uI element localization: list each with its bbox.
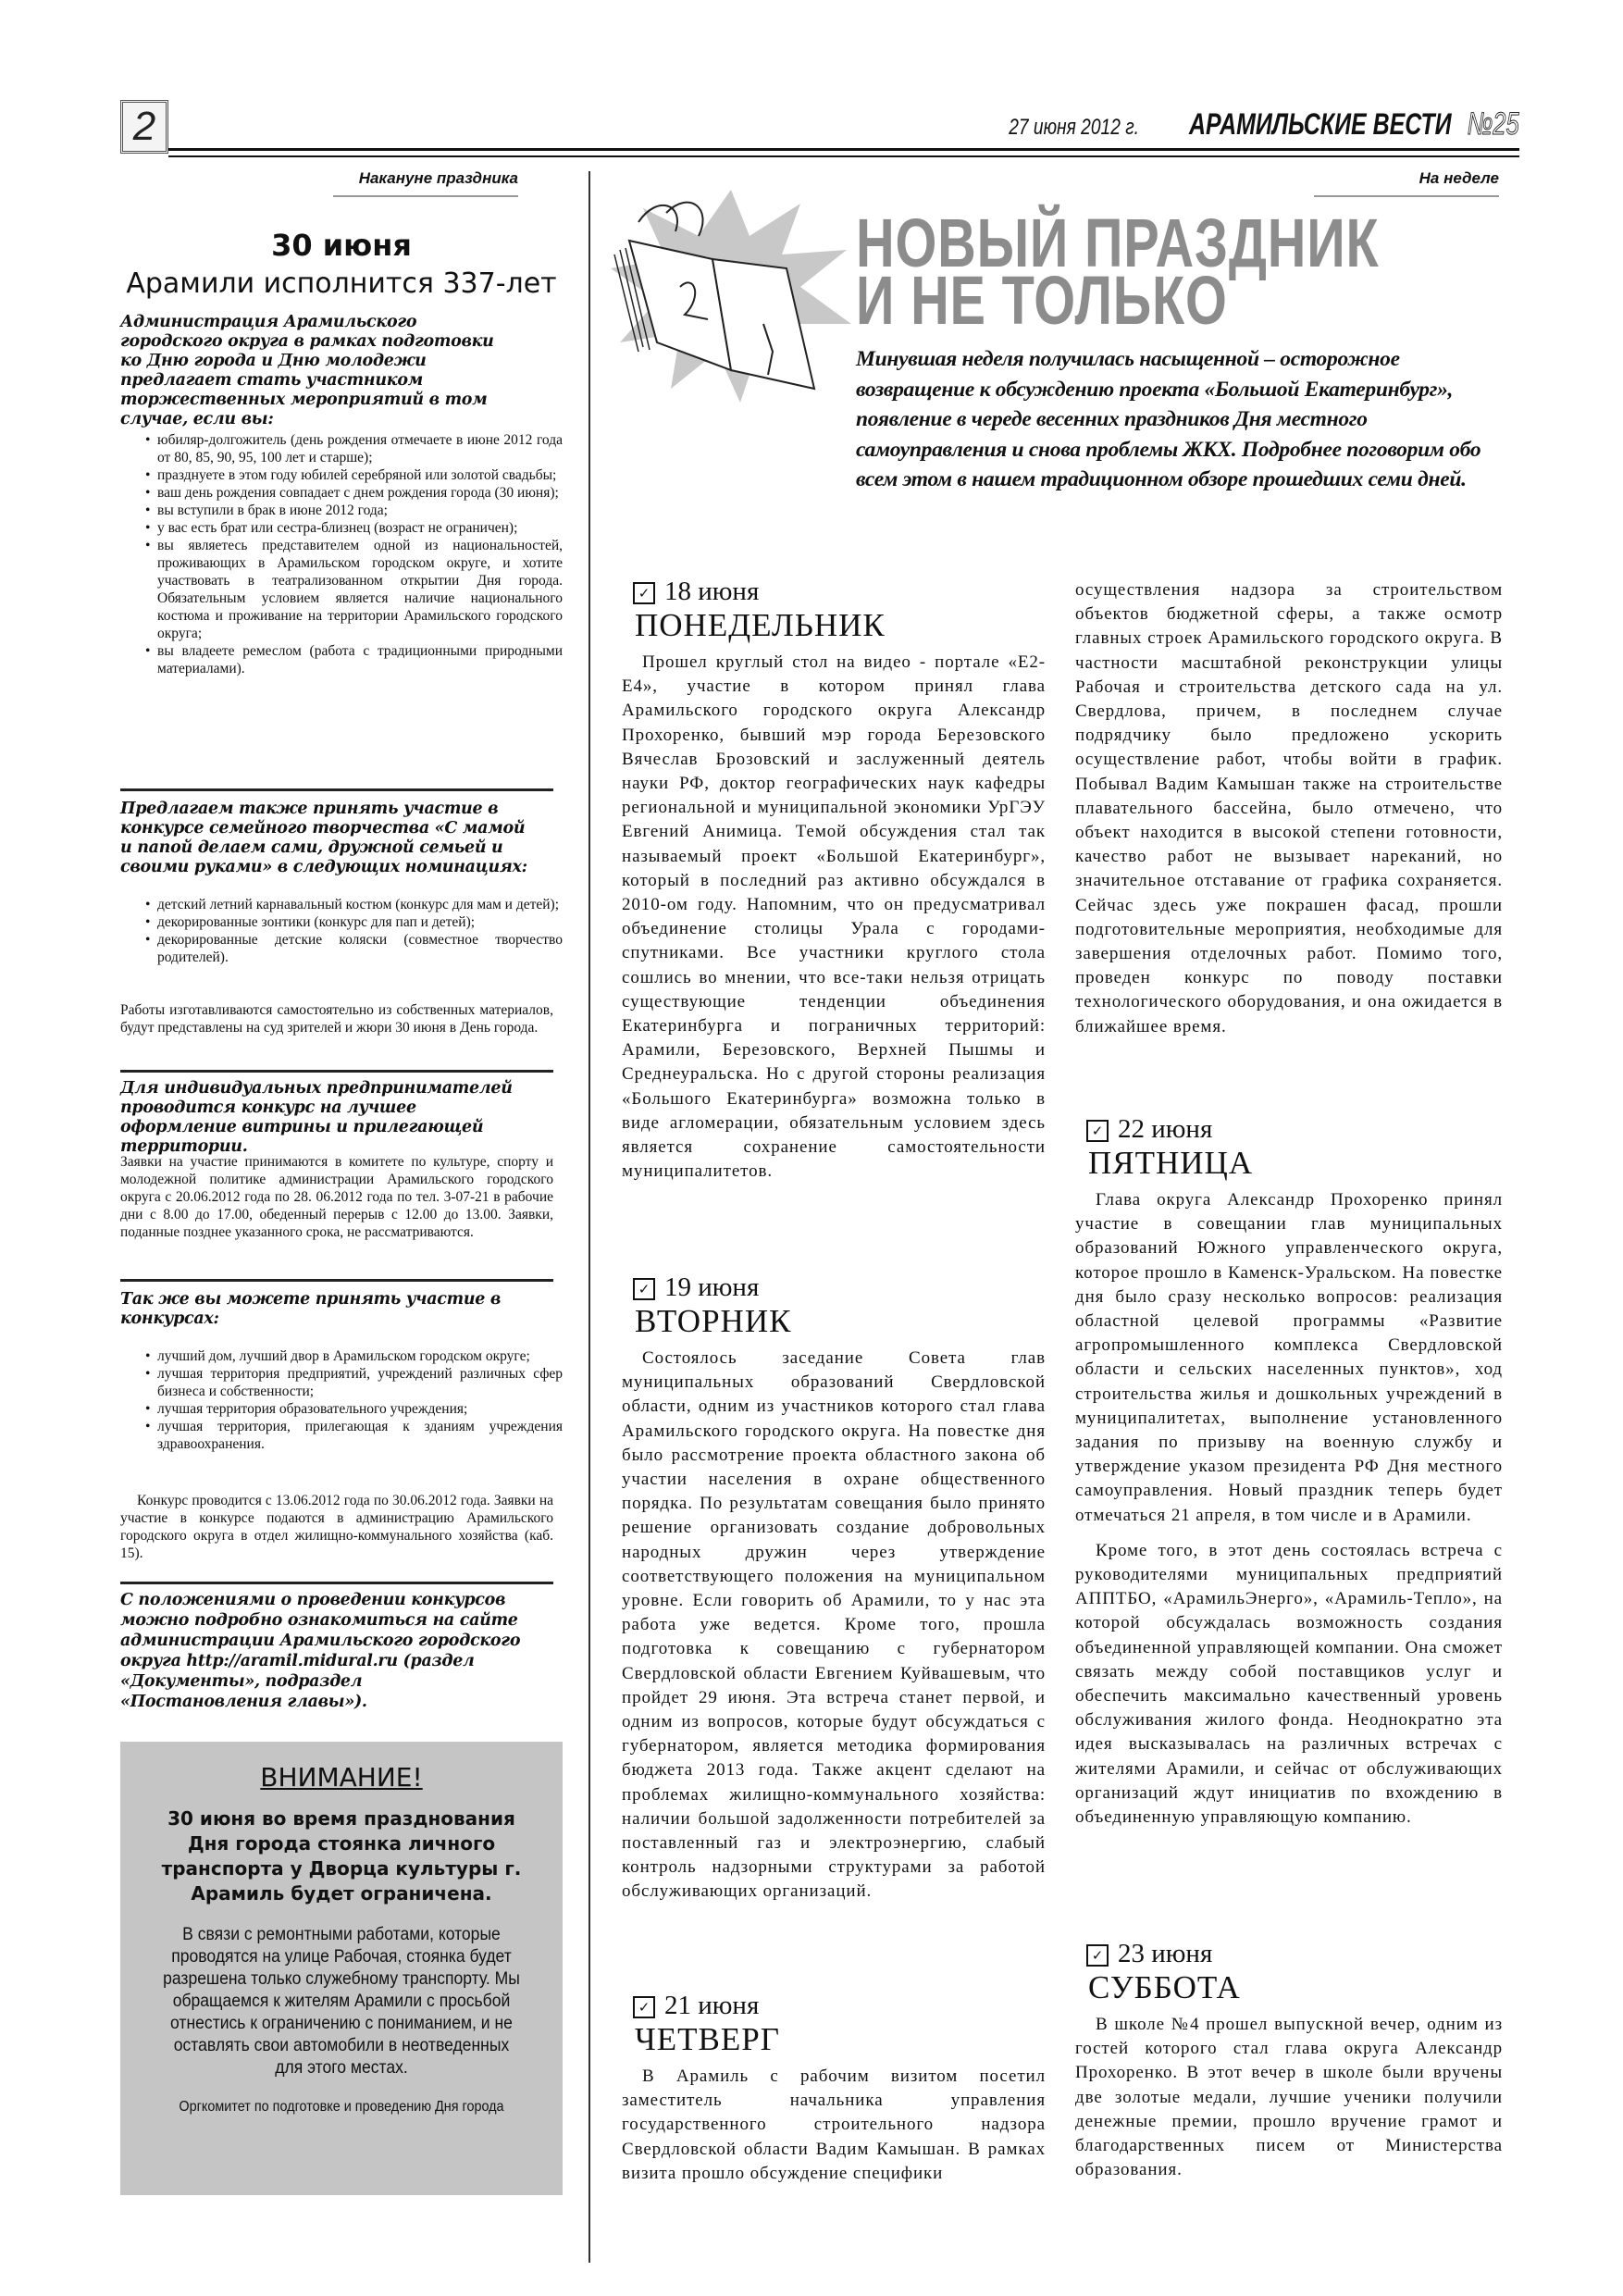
headline-line-1: НОВЫЙ ПРАЗДНИК <box>856 205 1380 281</box>
list-item: • ваш день рождения совпадает с днем рождения города (30 июня); <box>157 484 563 502</box>
event-date-title: 30 июня <box>271 228 412 263</box>
divider <box>120 1070 553 1073</box>
list-item: • вы вступили в брак в июне 2012 года; <box>157 502 563 519</box>
article-lead: Минувшая неделя получилась насыщенной – осторожное возвращение к обсуждению проекта «Большой Екатеринбург», появление в череде весенних праздников Дня местного самоуправления и снова проблемы ЖКХ. Подробнее поговорим обо всем этом в нашем традиционном обзоре прошедших семи дней. <box>856 347 1481 491</box>
notice-title: ВНИМАНИЕ! <box>260 1762 423 1793</box>
site-info: С положениями о проведении конкурсов можно подробно ознакомиться на сайте администрации Арамильского городского округа http://aramil.midural.ru (раздел «Документы», подраздел «Постановления главы»). <box>120 1591 521 1711</box>
masthead <box>976 106 1519 143</box>
weekday-title: ЧЕТВЕРГ <box>635 2021 780 2057</box>
day-date-text: 22 июня <box>1118 1114 1213 1144</box>
contests-text: Конкурс проводится с 13.06.2012 года по 30.06.2012 года. Заявки на участие в конкурсе подаются в администрацию Арамильского городского округа в отдел жилищно-коммунального хозяйства (каб. 15). <box>120 1493 553 1561</box>
rubric-right: На неделе <box>1314 169 1499 197</box>
column-divider <box>588 171 590 2263</box>
newspaper-title: АРАМИЛЬСКИЕ ВЕСТИ <box>1189 107 1452 141</box>
day-date <box>622 576 1046 607</box>
list-item: • декорированные детские коляски (совместное творчество родителей). <box>157 931 563 966</box>
nominations-list <box>120 896 563 966</box>
day-date <box>622 1990 1046 2021</box>
participants-list <box>120 431 563 677</box>
day-paragraph: осуществления надзора за строительством объектов бюджетной сферы, а также осмотр главных строек Арамильского городского округа. В частности масштабной реконструкции улицы Рабочая и строительства детского сада на ул. Свердлова, причем, в последнем случае подрядчику было предложено ускорить осуществление работ, чтобы войти в график. Побывал Вадим Камышан также на строительстве плавательного бассейна, было отмечено, что объект находится в высокой степени готовности, качество работ не вызывает нареканий, но значительное отставание от графика сохраняется. Сейчас здесь уже покрашен фасад, прошли подготовительные мероприятия, необходимые для завершения отделочных работ. Помимо того, проведен конкурс по поводу поставки технологического оборудования, и она ожидается в ближайшее время. <box>1075 580 1503 1036</box>
day-paragraph: В Арамиль с рабочим визитом посетил заместитель начальника управления государственного строительного надзора Свердловской области Вадим Камышан. В рамках визита прошло обсуждение специфики <box>622 2066 1046 2183</box>
thursday-continuation <box>1075 578 1503 1039</box>
business-contest-text: Заявки на участие принимаются в комитете по культуре, спорту и молодежной политике администрации Арамильского городского округа с 20.06.2012 года по 28. 06.2012 года по тел. 3-07-21 в рабочие дни с 8.00 до 17.00, обеденный перерыв с 12.00 до 13.00. Заявки, поданные позднее указанного срока, не рассматриваются. <box>120 1154 553 1240</box>
divider <box>120 1582 553 1584</box>
list-item: • лучшая территория, прилегающая к зданиям учреждения здравоохранения. <box>157 1418 563 1453</box>
day-section-saturday <box>1075 1938 1503 2182</box>
weekday-title: ПЯТНИЦА <box>1088 1145 1254 1181</box>
list-item: • декорированные зонтики (конкурс для пап и детей); <box>157 913 563 931</box>
family-contest-heading: Предлагаем также принять участие в конкурсе семейного творчества «С мамой и папой делаем сами, дружной семьей и своими руками» в следующих номинациях: <box>120 800 527 876</box>
list-item: • юбиляр-долгожитель (день рождения отмечаете в июне 2012 года от 80, 85, 90, 95, 100 лет и старше); <box>157 431 563 466</box>
event-subtitle: Арамили исполнится 337-лет <box>126 267 557 300</box>
family-contest-text: Работы изготавливаются самостоятельно из собственных материалов, будут представлены на суд зрителей и жюри 30 июня в День города. <box>120 1002 553 1036</box>
header-rule <box>168 148 1519 157</box>
day-paragraph: Состоялось заседание Совета глав муниципальных образований Свердловской области, одним из участников которого стал глава Арамильского городского округа. На повестке дня было рассмотрение проекта областного закона об участии населения в охране общественного порядка. По результатам совещания было принято решение организовать создание добровольных народных дружин через утверждение соответствующего положения на муниципальном уровне. Если говорить об Арамили, то у нас эта работа уже ведется. Кроме того, прошла подготовка к совещанию с губернатором Свердловской области Евгением Куйвашевым, что пройдет 29 июня. Эта встреча станет первой, и одним из вопросов, которые будут обсуждаться с губернатором, является методика формирования бюджета 2013 года. Также акцент сделают на проблемах жилищно-коммунального хозяйства: наличии большой задолженности потребителей за поставленный газ и электроэнергию, слабый контроль надзорными структурами за работой обслуживающих организаций. <box>622 1348 1046 1902</box>
day-paragraph: В школе №4 прошел выпускной вечер, одним из гостей которого стал глава округа Александр Прохоренко. В этот вечер в школе были вручены две золотые медали, лучшие ученики получили денежные премии, прошло вручение грамот и благодарственных писем от Министерства образования. <box>1075 2015 1503 2180</box>
day-paragraph: Кроме того, в этот день состоялась встреча с руководителями муниципальных предприятий АППТБО, «АрамильЭнерго», «Арамиль-Тепло», на которой обсуждалась возможность создания объединенной управляющей компании. Она сможет связать между собой поставщиков услуг и обеспечить максимально качественный уровень обслуживания жилого фонда. Неоднократно эта идея высказывалась на различных встречах с жителями Арамили, и сейчас от обслуживающих организаций ждут инициатив по вхождению в объединенную управляющую компанию. <box>1075 1540 1503 1828</box>
day-date <box>622 1272 1046 1303</box>
day-date-text: 18 июня <box>664 577 760 606</box>
weekday-title: СУББОТА <box>1088 1969 1241 2005</box>
list-item: • празднуете в этом году юбилей серебряной или золотой свадьбы; <box>157 466 563 484</box>
weekday-title: ПОНЕДЕЛЬНИК <box>635 607 886 643</box>
issue-date: 27 июня 2012 г. <box>1009 115 1139 140</box>
page-number: 2 <box>120 100 168 154</box>
business-contest-heading: Для индивидуальных предпринимателей проводится конкурс на лучшее оформление витрины и прилегающей территории. <box>120 1079 513 1156</box>
day-date-text: 19 июня <box>664 1272 760 1302</box>
issue-number: №25 <box>1468 106 1519 142</box>
list-item: • лучший дом, лучший двор в Арамильском городском округе; <box>157 1347 563 1365</box>
contests-heading: Так же вы можете принять участие в конкурсах: <box>120 1290 502 1328</box>
day-section-friday <box>1075 1113 1503 1830</box>
day-paragraph: Прошел круглый стол на видео - портале «Е2-Е4», участие в котором принял глава Арамильского городского округа Александр Прохоренко, бывший мэр города Березовского Вячеслав Брозовский и заслуженный деятель науки РФ, доктор географических наук кафедры региональной и муниципальной экономики УрГЭУ Евгений Анимица. Темой обсуждения стал так называемый проект «Большой Екатеринбург», который в последний раз активно обсуждался в 2010-ом году. Напомним, что он предусматривал объединение столицы Урала с городами-спутниками. Все участники круглого стола сошлись во мнении, что все-таки нельзя отрицать существующие тенденции объединения Екатеринбурга и пограничных территорий: Арамили, Березовского, Верхней Пышмы и Среднеуральска. Но с другой стороны реализация «Большого Екатеринбурга» возможна только в виде агломерации, обязательным условием здесь является сохранение самостоятельности муниципалитетов. <box>622 652 1046 1182</box>
calendar-illustration <box>601 185 861 407</box>
rubric-left: Накануне праздника <box>333 169 518 197</box>
list-item: • лучшая территория образовательного учреждения; <box>157 1400 563 1418</box>
day-date-text: 23 июня <box>1118 1939 1213 1968</box>
list-item: • детский летний карнавальный костюм (конкурс для мам и детей); <box>157 896 563 913</box>
day-section-thursday <box>622 1990 1046 2186</box>
day-paragraph: Глава округа Александр Прохоренко принял участие в совещании глав муниципальных образований Южного управленческого округа, которое прошло в Каменск-Уральском. На повестке дня было сразу несколько вопросов: реализация областной целевой программы «Развитие агропромышленного комплекса Свердловской области и сельских населенных пунктов», ход строительства жилья и дошкольных учреждений в муниципалитетах, выполнение установленного задания по призыву на военную службу и утверждение указом президента РФ Дня местного самоуправления. Новый праздник теперь будет отмечаться 21 апреля, в том числе и в Арамили. <box>1075 1190 1503 1525</box>
list-item: • лучшая территория предприятий, учреждений различных сфер бизнеса и собственности; <box>157 1365 563 1400</box>
notice-footer: Оргкомитет по подготовке и проведению Дня города <box>179 2099 504 2115</box>
notice-bold-text: 30 июня во время празднования Дня города стоянка личного транспорта у Дворца культуры г. Арамиль будет ограничена. <box>161 1807 522 1905</box>
contests-list <box>120 1347 563 1453</box>
day-section-monday <box>622 576 1046 1184</box>
headline-line-2: И НЕ ТОЛЬКО <box>856 262 1228 339</box>
checkbox-icon: ✓ <box>1086 1120 1109 1142</box>
list-item: • вы являетесь представителем одной из национальностей, проживающих в Арамильском городском округе, и хотите участвовать в театрализованном открытии Дня города. Обязательным условием является наличие национального костюма и проживание на территории Арамильского городского округа; <box>157 537 563 642</box>
weekday-title: ВТОРНИК <box>635 1303 792 1339</box>
article-headline <box>856 205 1380 339</box>
checkbox-icon: ✓ <box>633 582 655 604</box>
checkbox-icon: ✓ <box>633 1996 655 2018</box>
intro-text: Администрация Арамильского городского округа в рамках подготовки ко Дню города и Дню молодежи предлагает стать участником торжественных мероприятий в том случае, если вы: <box>120 313 494 428</box>
day-section-tuesday <box>622 1272 1046 1905</box>
divider <box>120 1279 553 1282</box>
checkbox-icon: ✓ <box>633 1278 655 1300</box>
list-item: • вы владеете ремеслом (работа с традиционными природными материалами). <box>157 642 563 677</box>
list-item: • у вас есть брат или сестра-близнец (возраст не ограничен); <box>157 519 563 537</box>
notice-text: В связи с ремонтными работами, которые проводятся на улице Рабочая, стоянка будет разрешена только служебному транспорту. Мы обращаемся к жителям Арамили с просьбой отнестись к ограничению с пониманием, и не оставлять свои автомобили в неотведенных для этого местах. <box>163 1924 520 2078</box>
day-date <box>1075 1938 1503 1969</box>
day-date <box>1075 1113 1503 1145</box>
divider <box>120 788 553 791</box>
notice-box <box>120 1742 563 2195</box>
day-date-text: 21 июня <box>664 1991 760 2020</box>
checkbox-icon: ✓ <box>1086 1944 1109 1967</box>
